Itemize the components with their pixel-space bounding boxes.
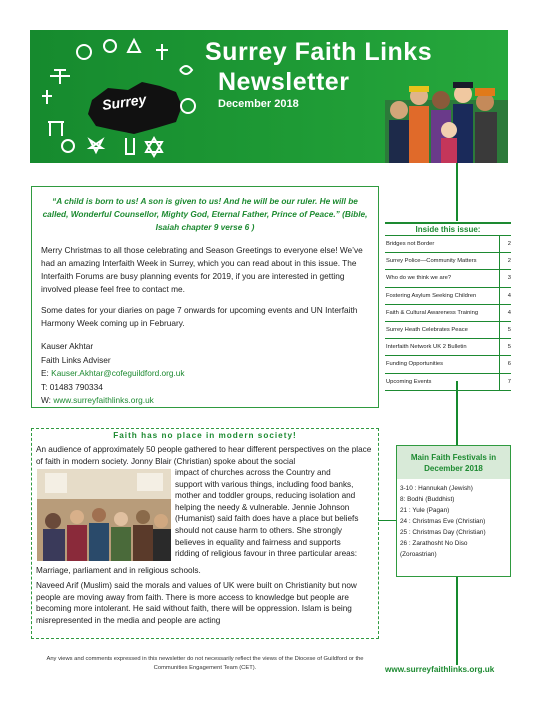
disclaimer-note: Any views and comments expressed in this newsletter do not necessarily reflect the views of the Diocese of Guildford or the Communities Engagement Team (CET).: [46, 656, 364, 671]
festivals-title: Main Faith Festivals in December 2018: [397, 446, 510, 479]
toc-row[interactable]: [385, 236, 511, 253]
toc-page: 2: [499, 253, 511, 269]
issue-header: Inside this issue:: [385, 222, 511, 236]
wrap-line: impact of churches across the Country and: [175, 468, 331, 477]
website-link[interactable]: www.surreyfaithlinks.org.uk: [53, 395, 154, 405]
om-icon: [180, 66, 192, 74]
toc-title: Upcoming Events: [386, 378, 432, 385]
star-of-david-icon: [146, 138, 162, 156]
crescent-icon: [77, 45, 91, 59]
khanda-blade-icon: [128, 40, 140, 52]
yin-yang-icon: [62, 140, 74, 152]
pentagram-icon: [90, 140, 102, 152]
wrap-line: (Humanist) said faith does have a place but beliefs: [175, 514, 359, 524]
bible-quote: “A child is born to us! A son is given to us! And he will be our ruler. He will be called, Wonderful Counsellor, Mighty God, Eternal Father, Prince of Peace.” (Bible, Isaiah chapter 9 verse 6 ): [42, 196, 368, 232]
surrey-label: Surrey: [101, 90, 148, 114]
festival-item: 21 : Yule (Pagan): [400, 507, 450, 514]
toc-title: Interfaith Network UK 2 Bulletin: [386, 344, 467, 351]
toc-page: 6: [499, 356, 511, 372]
connector-line: [378, 520, 397, 521]
festival-item: 8: Bodhi (Buddhist): [400, 496, 455, 503]
newsletter-title-line1: Surrey Faith Links: [205, 38, 433, 66]
toc-row[interactable]: [385, 356, 511, 373]
toc-page: 4: [499, 288, 511, 304]
author-name: Kauser Akhtar: [41, 341, 94, 351]
toc-row[interactable]: [385, 322, 511, 339]
faith-society-article: [31, 428, 379, 639]
email-line: [41, 367, 369, 381]
author-role: Faith Links Adviser: [41, 354, 111, 365]
web-prefix: W:: [41, 395, 51, 405]
toc-row[interactable]: [385, 253, 511, 270]
article-title: Faith has no place in modern society!: [113, 431, 297, 440]
newsletter-title-line2: Newsletter: [218, 68, 350, 96]
inside-this-issue: [385, 222, 511, 391]
intro-paragraph: Some dates for your diaries on page 7 onwards for upcoming events and UN Interfaith Harmony Week coming up in February.: [41, 305, 358, 328]
editorial-intro: [31, 186, 379, 408]
toc-page: 5: [499, 322, 511, 338]
ankh-icon: [42, 90, 52, 104]
phone-line: T: 01483 790334: [41, 381, 103, 392]
footer-website-link[interactable]: www.surreyfaithlinks.org.uk: [385, 665, 495, 674]
signature-block: [41, 340, 369, 408]
hamsa-icon: [126, 138, 134, 154]
toc-title: Funding Opportunities: [386, 361, 444, 368]
toc-title: Faith & Cultural Awareness Training: [386, 309, 479, 316]
toc-page: 7: [499, 374, 511, 390]
toc-row[interactable]: [385, 339, 511, 356]
toc-title: Fostering Asylum Seeking Children: [386, 292, 477, 299]
dharma-wheel-icon: [181, 99, 195, 113]
toc-row[interactable]: [385, 374, 511, 391]
toc-title: Bridges not Border: [386, 241, 435, 247]
issue-date: December 2018: [218, 98, 299, 110]
festival-item: 26 : Zarathosht No Diso: [400, 540, 468, 547]
wrap-line: mother and toddler groups, reducing isolation and: [175, 491, 356, 501]
email-link[interactable]: Kauser.Akhtar@cofeguildford.org.uk: [51, 368, 185, 378]
festivals-list: [397, 479, 510, 560]
article-wrap-text: [175, 467, 377, 560]
toc-row[interactable]: [385, 305, 511, 322]
newsletter-banner: [30, 30, 508, 163]
wrap-line: support with various things, including food banks,: [175, 479, 354, 489]
cross-icon: [156, 44, 168, 60]
toc-page: 4: [499, 305, 511, 321]
faravahar-icon: [50, 70, 70, 84]
festival-item: 24 : Christmas Eve (Christian): [400, 518, 486, 525]
torii-icon: [48, 122, 64, 136]
toc-page: 2: [499, 236, 511, 252]
khanda-icon: [104, 40, 116, 52]
toc-row[interactable]: [385, 270, 511, 287]
wrap-line: ridding of religious favour in three particular areas:: [175, 549, 358, 559]
faith-festivals-box: [396, 445, 511, 577]
toc-title: Who do we think we are?: [386, 275, 452, 282]
web-line: [41, 394, 369, 408]
intro-paragraph: Merry Christmas to all those celebrating and Season Greetings to everyone else! We’ve had an amazing Interfaith Week in Surrey, which you can read about in this issue. The Interfaith Forums are busy planning events for 2019, if you are interested in getting involved please feel free to contact me.: [41, 245, 363, 294]
wrap-line: should not cause harm to others. She strongly: [175, 525, 343, 535]
wrap-line: helping the needy & vulnerable. Jennie Johnson: [175, 502, 350, 512]
festival-item: 25 : Christmas Day (Christian): [400, 529, 486, 536]
connector-line: [456, 163, 458, 221]
connector-line: [456, 577, 458, 665]
audience-photo: [37, 469, 171, 561]
festival-item: (Zoroastrian): [400, 551, 437, 558]
wrap-line: believes in equality and fairness and supports: [175, 537, 341, 547]
toc-page: 3: [499, 270, 511, 286]
toc-title: Surrey Heath Celebrates Peace: [386, 326, 468, 333]
article-wrap-end: Marriage, parliament and in religious schools.: [36, 566, 201, 575]
community-people-photo: [385, 70, 508, 163]
toc-page: 5: [499, 339, 511, 355]
festival-item: 3-10 : Hannukah (Jewish): [400, 485, 473, 492]
toc-row[interactable]: [385, 288, 511, 305]
article-lead: An audience of approximately 50 people gathered to hear different perspectives on the place of faith in modern society. Jonny Blair (Christian) spoke about the social: [36, 445, 372, 466]
article-paragraph: Naveed Arif (Muslim) said the morals and values of UK were built on Christianity but now people are moving away from faith. There is more access to knowledge but people are becoming more intolerant. He said without faith, there will be oppression. Islam is being misrepresented in the media and people are acting: [36, 581, 357, 625]
toc-title: Surrey Police—Community Matters: [386, 258, 477, 265]
email-prefix: E:: [41, 368, 49, 378]
